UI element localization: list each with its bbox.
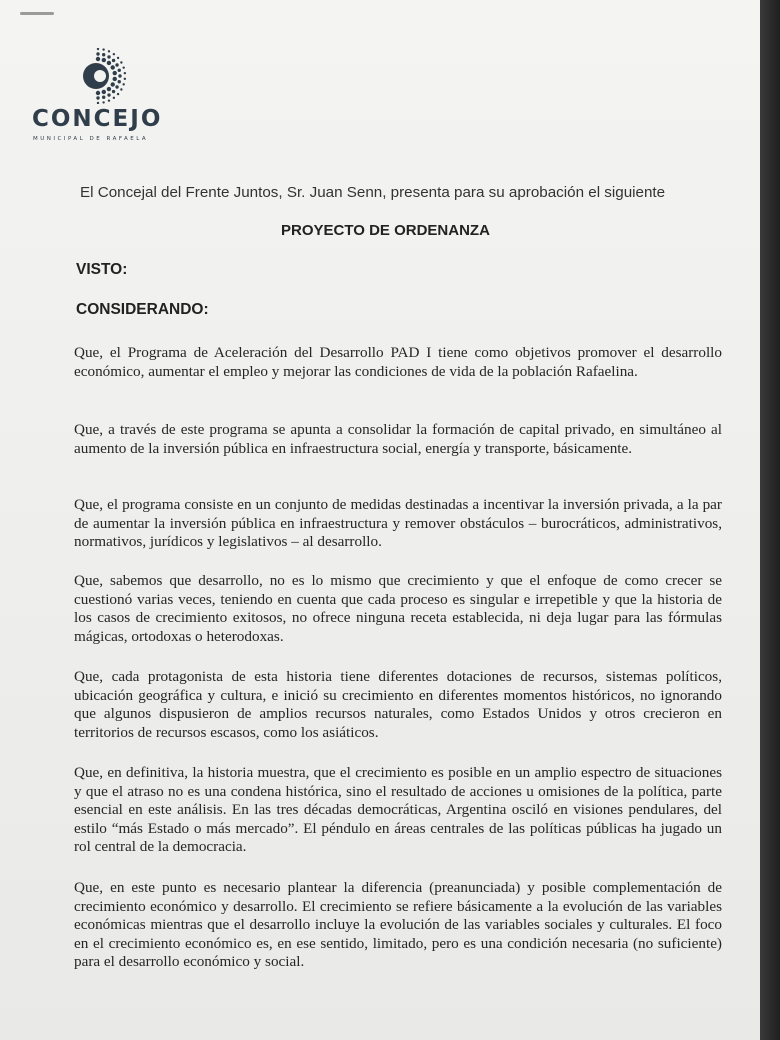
logo-dot bbox=[96, 52, 99, 55]
logo-dot bbox=[118, 74, 121, 77]
document-title: PROYECTO DE ORDENANZA bbox=[281, 222, 490, 239]
logo-subtitle: MUNICIPAL DE RAFAELA bbox=[33, 136, 149, 142]
logo-dot bbox=[102, 101, 104, 103]
logo-dot bbox=[122, 83, 124, 85]
logo-dot bbox=[115, 63, 118, 66]
logo-dot bbox=[112, 90, 115, 93]
considerando-heading: CONSIDERANDO: bbox=[76, 301, 209, 318]
logo-dot bbox=[107, 87, 111, 91]
logo-dot bbox=[107, 93, 110, 96]
logo-dot bbox=[111, 65, 115, 69]
logo-dot bbox=[107, 61, 111, 65]
council-logo-icon bbox=[76, 48, 132, 104]
logo-dot bbox=[113, 77, 117, 81]
logo-dot bbox=[97, 102, 99, 104]
logo-dot bbox=[120, 88, 122, 90]
paragraph: Que, cada protagonista de esta historia tiene diferentes dotaciones de recursos, sistemas políticos, ubicación geográfica y cultura, e inició su crecimiento en diferentes momentos históricos, no ignorando que algunos dispusieron de amplios recursos naturales, como Estados Unidos y otros crecieron en territorios de recursos escasos, como los asiáticos. bbox=[74, 668, 722, 741]
background-edge bbox=[760, 0, 780, 1040]
paragraph: Que, a través de este programa se apunta a consolidar la formación de capital privado, en simultáneo al aumento de la inversión pública en infraestructura social, energía y transporte, básicamente. bbox=[74, 421, 722, 457]
paragraph: Que, en definitiva, la historia muestra, que el crecimiento es posible en un amplio espectro de situaciones y que el atraso no es una condena histórica, sino el resultado de acciones u omisiones de la política, parte esencial en este análisis. En las tres décadas democráticas, Argentina osciló en visiones pendulares, del estilo “más Estado o más mercado”. El péndulo en áreas centrales de las políticas públicas ha jugado un rol central de la democracia. bbox=[74, 764, 722, 856]
logo-dot bbox=[102, 48, 104, 50]
logo-dot bbox=[107, 55, 110, 58]
logo-dot bbox=[96, 96, 99, 99]
intro-text: El Concejal del Frente Juntos, Sr. Juan Senn, presenta para su aprobación el siguiente bbox=[80, 184, 666, 201]
logo-dot bbox=[111, 82, 115, 86]
logo-dot bbox=[113, 97, 115, 99]
council-logo bbox=[30, 44, 180, 144]
logo-dot bbox=[102, 90, 106, 94]
logo-dot bbox=[96, 91, 100, 95]
logo-dot bbox=[124, 78, 126, 80]
logo-dot bbox=[122, 66, 124, 68]
visto-heading: VISTO: bbox=[76, 261, 128, 278]
logo-dot bbox=[102, 53, 105, 56]
logo-dot bbox=[108, 50, 110, 52]
logo-dot bbox=[108, 99, 110, 101]
paragraph: Que, en este punto es necesario plantear la diferencia (preanunciada) y posible complementación de crecimiento económico y desarrollo. El crecimiento se refiere básicamente a la evolución de las variables económicas mientras que el desarrollo incluye la evolución de las variables sociales y culturales. El foco en el crecimiento económico es, en ese sentido, limitado, pero es una condición necesaria (no suficiente) para el desarrollo económico y social. bbox=[74, 879, 722, 971]
logo-dot bbox=[113, 71, 117, 75]
paragraph: Que, el programa consiste en un conjunto de medidas destinadas a incentivar la inversión privada, a la par de aumentar la inversión pública en infraestructura y remover obstáculos – burocráticos, administrativos, normativos, jurídicos y legislativos – al desarrollo. bbox=[74, 496, 722, 551]
logo-dot bbox=[102, 58, 106, 62]
logo-dot bbox=[118, 80, 121, 83]
logo-dot bbox=[124, 72, 126, 74]
logo-dot bbox=[118, 69, 121, 72]
logo-dot bbox=[117, 57, 119, 59]
logo-dot bbox=[115, 85, 118, 88]
logo-dot bbox=[117, 93, 119, 95]
logo-dot bbox=[113, 53, 115, 55]
logo-dot bbox=[120, 61, 122, 63]
logo-title: CONCEJO bbox=[32, 106, 163, 132]
paragraph: Que, el Programa de Aceleración del Desarrollo PAD I tiene como objetivos promover el desarrollo económico, aumentar el empleo y mejorar las condiciones de vida de la población Rafaelina. bbox=[74, 344, 722, 380]
paragraph: Que, sabemos que desarrollo, no es lo mismo que crecimiento y que el enfoque de como crecer se cuestionó varias veces, teniendo en cuenta que cada proceso es singular e irrepetible y que la historia de los casos de crecimiento exitosos, no ofrece ninguna receta establecida, ni deja lugar para las fórmulas mágicas, ortodoxas o heterodoxas. bbox=[74, 572, 722, 645]
logo-dot bbox=[97, 48, 99, 50]
logo-dot bbox=[102, 96, 105, 99]
logo-dot bbox=[112, 59, 115, 62]
paper-mark bbox=[20, 12, 54, 15]
logo-dot bbox=[96, 57, 100, 61]
